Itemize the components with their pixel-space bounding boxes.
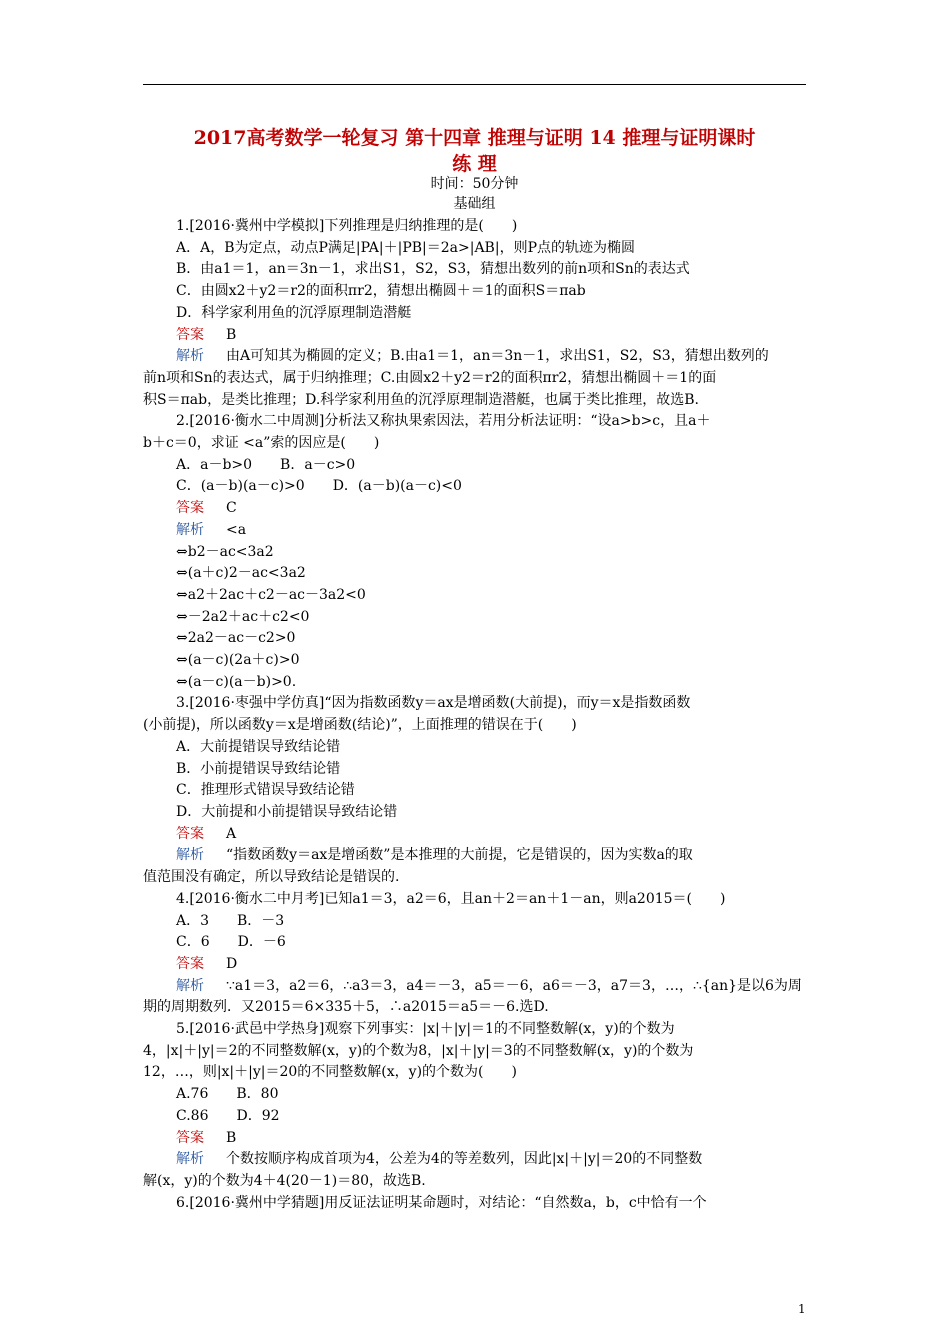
explanation-line — [176, 1149, 806, 1171]
line-text: 1.[2016·冀州中学模拟]下列推理是归纳推理的是( ) — [176, 218, 518, 234]
line-text: “指数函数y＝ax是增函数”是本推理的大前提，它是错误的，因为实数a的取 — [226, 847, 693, 864]
text-line — [143, 867, 806, 889]
text-line — [176, 650, 806, 672]
line-text: b＋c＝0，求证 <a”索的因应是( ) — [143, 435, 380, 452]
text-line — [176, 628, 806, 650]
answer-label: 答案 — [176, 955, 204, 972]
answer-label: 答案 — [176, 326, 204, 343]
line-text: ⇔(a－c)(a－b)>0. — [176, 673, 297, 690]
text-line — [143, 390, 806, 412]
text-line — [176, 411, 806, 433]
text-line — [143, 433, 806, 455]
page-number: 1 — [798, 1302, 806, 1316]
text-line — [143, 715, 806, 737]
text-line — [143, 1062, 806, 1084]
line-text: A．大前提错误导致结论错 — [176, 738, 341, 755]
explanation-label: 解析 — [176, 1151, 204, 1168]
line-text: (小前提)，所以函数y＝x是增函数(结论)”，上面推理的错误在于( ) — [143, 717, 577, 734]
answer-label: 答案 — [176, 500, 204, 517]
text-line — [176, 672, 806, 694]
line-text: C．(a－b)(a－c)>0 D．(a－b)(a－c)<0 — [176, 478, 462, 495]
line-text: 4.[2016·衡水二中月考]已知a1＝3，a2＝6，且an＋2＝an＋1－an，则a2015＝( ) — [176, 890, 726, 907]
line-text: D．科学家利用鱼的沉浮原理制造潜艇 — [176, 304, 412, 321]
answer-line — [176, 1128, 806, 1150]
line-text: A.76 B．80 — [176, 1086, 279, 1103]
line-text: D — [226, 955, 238, 972]
text-line — [176, 693, 806, 715]
line-text: 12，…，则|x|＋|y|＝20的不同整数解(x，y)的个数为( ) — [143, 1064, 517, 1081]
line-text: C．由圆x2＋y2＝r2的面积πr2，猜想出椭圆＋＝1的面积S＝πab — [176, 283, 586, 300]
text-line — [176, 802, 806, 824]
text-line — [176, 737, 806, 759]
line-text: D．大前提和小前提错误导致结论错 — [176, 803, 398, 820]
explanation-label: 解析 — [176, 847, 204, 864]
document-title-line1: 2017高考数学一轮复习 第十四章 推理与证明 14 推理与证明课时 — [193, 127, 756, 149]
text-line — [176, 889, 806, 911]
text-line — [176, 1019, 806, 1041]
answer-line — [176, 824, 806, 846]
explanation-line — [176, 845, 806, 867]
text-line — [176, 216, 806, 238]
line-text: 3.[2016·枣强中学仿真]“因为指数函数y＝ax是增函数(大前提)，而y＝x是指数函数 — [176, 695, 691, 712]
line-text: 5.[2016·武邑中学热身]观察下列事实：|x|＋|y|＝1的不同整数解(x，y)的个数为 — [176, 1021, 675, 1038]
text-line — [176, 911, 806, 933]
line-text: 期的周期数列．又2015＝6×335＋5，∴a2015＝a5＝－6.选D. — [143, 999, 549, 1016]
line-text: ⇔(a＋c)2－ac<3a2 — [176, 565, 306, 582]
line-text: 值范围没有确定，所以导致结论是错误的. — [143, 869, 400, 886]
line-text: <a — [226, 521, 247, 538]
text-line — [176, 259, 806, 281]
text-line — [176, 281, 806, 303]
answer-label: 答案 — [176, 1129, 204, 1146]
line-text: A．a－b>0 B．a－c>0 — [176, 456, 356, 473]
text-line — [176, 1084, 806, 1106]
line-text: 4，|x|＋|y|＝2的不同整数解(x，y)的个数为8，|x|＋|y|＝3的不同整数解(x，y)的个数为 — [143, 1042, 694, 1059]
explanation-line — [176, 976, 806, 998]
text-line — [176, 238, 806, 260]
answer-line — [176, 325, 806, 347]
text-line — [143, 368, 806, 390]
text-line — [176, 1106, 806, 1128]
text-line — [176, 759, 806, 781]
line-text: A．3 B．－3 — [176, 912, 285, 929]
time-limit: 时间：50分钟 — [430, 176, 519, 192]
line-text: C．6 D．－6 — [176, 934, 286, 951]
text-line — [176, 1193, 806, 1215]
document-body — [143, 216, 806, 1214]
line-text: 由A可知其为椭圆的定义；B.由a1＝1，an＝3n－1，求出S1，S2，S3，猜想出数列的 — [226, 348, 769, 365]
answer-line — [176, 954, 806, 976]
line-text: A．A，B为定点，动点P满足|PA|＋|PB|＝2a>|AB|，则P点的轨迹为椭圆 — [176, 239, 635, 256]
explanation-label: 解析 — [176, 977, 204, 994]
line-text: 个数按顺序构成首项为4，公差为4的等差数列，因此|x|＋|y|＝20的不同整数 — [226, 1151, 703, 1168]
line-text: 6.[2016·冀州中学猜题]用反证法证明某命题时，对结论：“自然数a，b，c中恰有一个 — [176, 1194, 707, 1211]
text-line — [176, 476, 806, 498]
text-line — [176, 780, 806, 802]
explanation-line — [176, 520, 806, 542]
explanation-label: 解析 — [176, 348, 204, 365]
text-line — [176, 585, 806, 607]
line-text: ⇔－2a2＋ac＋c2<0 — [176, 608, 310, 625]
text-line — [176, 563, 806, 585]
text-line — [176, 303, 806, 325]
answer-line — [176, 498, 806, 520]
line-text: B — [226, 1129, 237, 1146]
text-line — [143, 997, 806, 1019]
text-line — [176, 455, 806, 477]
line-text: C.86 D．92 — [176, 1107, 280, 1124]
line-text: B．小前提错误导致结论错 — [176, 760, 341, 777]
text-line — [143, 1041, 806, 1063]
line-text: ⇔2a2－ac－c2>0 — [176, 630, 296, 647]
line-text: C — [226, 500, 237, 517]
line-text: B．由a1＝1，an＝3n－1，求出S1，S2，S3，猜想出数列的前n项和Sn的表达式 — [176, 261, 690, 278]
text-line — [176, 542, 806, 564]
answer-label: 答案 — [176, 825, 204, 842]
explanation-line — [176, 346, 806, 368]
line-text: 2.[2016·衡水二中周测]分析法又称执果索因法，若用分析法证明：“设a>b>c，且a＋ — [176, 413, 711, 430]
section-heading: 基础组 — [453, 196, 496, 212]
line-text: ⇔b2－ac<3a2 — [176, 543, 274, 560]
text-line — [176, 932, 806, 954]
line-text: 解(x，y)的个数为4＋4(20－1)＝80，故选B. — [143, 1172, 426, 1189]
line-text: ⇔a2＋2ac＋c2－ac－3a2<0 — [176, 586, 366, 603]
line-text: ⇔(a－c)(2a＋c)>0 — [176, 652, 300, 669]
line-text: 前n项和Sn的表达式，属于归纳推理；C.由圆x2＋y2＝r2的面积πr2，猜想出椭圆＋＝1的面 — [143, 369, 717, 386]
explanation-label: 解析 — [176, 521, 204, 538]
line-text: ∵a1＝3，a2＝6，∴a3＝3，a4＝－3，a5＝－6，a6＝－3，a7＝3，…，∴{an}是以6为周 — [226, 977, 802, 994]
line-text: C．推理形式错误导致结论错 — [176, 782, 355, 799]
text-line — [176, 607, 806, 629]
line-text: B — [226, 326, 237, 343]
header-rule — [143, 84, 806, 85]
text-line — [143, 1171, 806, 1193]
document-title-line2: 练 理 — [452, 153, 497, 175]
line-text: 积S＝πab，是类比推理；D.科学家利用鱼的沉浮原理制造潜艇，也属于类比推理，故选B. — [143, 391, 700, 408]
line-text: A — [226, 825, 237, 842]
